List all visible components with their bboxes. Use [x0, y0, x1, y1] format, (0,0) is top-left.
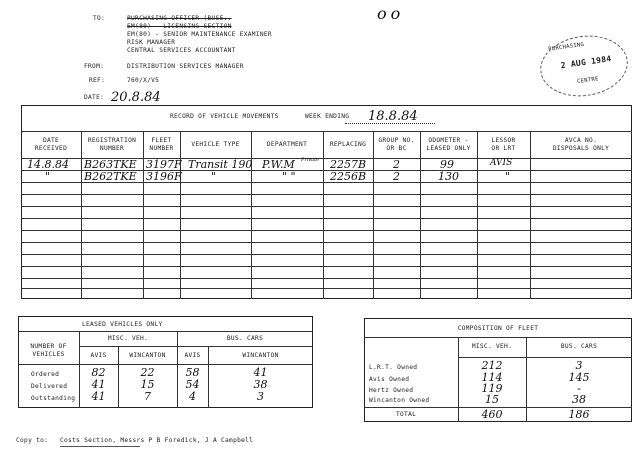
col-header-department: DEPARTMENT: [266, 141, 308, 148]
row-line: [21, 266, 632, 267]
leased-value: 41: [91, 390, 106, 403]
cell-date: ": [45, 170, 51, 183]
fleet-col-bus: BUS. CARS: [560, 343, 598, 350]
copy-to-value: Costs Section, Messrs P B Foredick, J A Campbell: [60, 437, 254, 444]
leased-value: 41: [91, 378, 106, 391]
leased-value: 41: [253, 366, 268, 379]
row-line: [21, 218, 632, 219]
col-header-registration: REGISTRATION NUMBER: [87, 137, 137, 153]
col-header-group: GROUP NO. OR BC: [378, 137, 415, 153]
leased-value: 54: [185, 378, 200, 391]
leased-sub-avis: AVIS: [90, 352, 107, 359]
from-label: FROM:: [84, 63, 105, 70]
week-ending-label: WEEK ENDING: [305, 113, 350, 120]
cell-department: " ": [282, 170, 296, 183]
movements-header-top-line: [21, 131, 632, 132]
fleet-title-line: [364, 337, 632, 338]
col-divider: [251, 131, 252, 299]
fleet-total-label: TOTAL: [396, 411, 417, 418]
fleet-total-bus: 186: [568, 408, 590, 421]
top-mark: oo: [377, 4, 405, 23]
row-line: [21, 278, 632, 279]
leased-value: 22: [140, 366, 155, 379]
leased-row-label: Outstanding: [31, 395, 76, 402]
col-header-odometer: ODOMETER - LEASED ONLY: [426, 137, 471, 153]
date-label: DATE:: [84, 94, 105, 101]
cell-replacing: 2257B: [330, 158, 367, 171]
col-header-lessor: LESSOR OR LRT: [491, 137, 516, 153]
fleet-header-line: [458, 357, 632, 358]
cell-group: 2: [393, 170, 400, 183]
col-divider: [373, 131, 374, 299]
stamp-date: 2 AUG 1984: [560, 54, 613, 71]
col-header-avca: AVCA NO. DISPOSALS ONLY: [552, 137, 610, 153]
cell-group: 2: [393, 158, 400, 171]
to-line-2: EM(80) - LICENSING SECTION: [127, 23, 232, 30]
movements-table: [21, 105, 632, 299]
leased-row-header: NUMBER OF VEHICLES: [30, 343, 67, 359]
col-divider: [420, 131, 421, 299]
fleet-misc-value: 15: [485, 393, 499, 406]
leased-title-line: [18, 331, 313, 332]
stamp-bottom-text: CENTRE: [576, 76, 600, 86]
row-line: [21, 254, 632, 255]
leased-header-line: [18, 364, 313, 365]
to-line-1: PURCHASING OFFICER (BUSE..: [127, 15, 232, 22]
stamp-top-text: PURCHASING: [547, 41, 585, 53]
fleet-bus-value: -: [577, 382, 581, 395]
leased-group-bus: BUS. CARS: [226, 335, 264, 342]
cell-date: 14.8.84: [27, 158, 69, 171]
leased-value: 38: [253, 378, 268, 391]
cell-odometer: 99: [440, 158, 454, 171]
leased-value: 15: [140, 378, 155, 391]
row-line: [21, 230, 632, 231]
cell-vehicle-type: Transit 190: [188, 158, 253, 171]
leased-group-misc: MISC. VEH.: [107, 335, 149, 342]
leased-group-line: [79, 346, 313, 347]
to-line-4: RISK MANAGER: [127, 39, 176, 46]
fleet-bus-value: 145: [568, 371, 590, 384]
fleet-col-misc: MISC. VEH.: [471, 343, 513, 350]
row-line: [21, 206, 632, 207]
leased-row-label: Ordered: [31, 371, 60, 378]
leased-value: 4: [189, 390, 196, 403]
fleet-misc-value: 212: [481, 359, 503, 372]
leased-sub-wincanton: WINCANTON: [242, 352, 279, 359]
to-line-5: CENTRAL SERVICES ACCOUNTANT: [127, 47, 236, 54]
leased-sub-wincanton: WINCANTON: [129, 352, 166, 359]
week-ending-value: 18.8.84: [368, 109, 418, 124]
cell-fleet: 3196F: [146, 170, 182, 183]
leased-value: 58: [185, 366, 200, 379]
date-value: 20.8.84: [111, 90, 161, 105]
col-header-fleet: FLEET NUMBER: [149, 137, 174, 153]
fleet-title: COMPOSITION OF FLEET: [457, 325, 539, 332]
cell-registration: B263TKE: [84, 158, 137, 171]
cell-fleet: 3197F: [146, 158, 182, 171]
col-divider: [81, 131, 82, 299]
col-divider: [143, 131, 144, 299]
col-divider: [530, 131, 531, 299]
to-line-3: EM(80) - SENIOR MAINTENANCE EXAMINER: [127, 31, 272, 38]
copy-to-underline: [60, 446, 140, 447]
fleet-total-misc: 460: [481, 408, 503, 421]
cell-vehicle-type: ": [211, 170, 217, 183]
leased-title: LEASED VEHICLES ONLY: [82, 321, 163, 328]
col-divider: [180, 131, 181, 299]
leased-value: 7: [144, 390, 151, 403]
row-line: [21, 242, 632, 243]
row-line: [21, 194, 632, 195]
department-note: Private: [301, 157, 320, 163]
cell-lessor: ": [505, 170, 511, 183]
fleet-bus-value: 3: [575, 359, 583, 372]
received-stamp: [536, 30, 631, 102]
cell-registration: B262TKE: [84, 170, 137, 183]
to-label: TO:: [93, 15, 106, 22]
fleet-bus-value: 38: [572, 393, 586, 406]
cell-department: P.W.M: [262, 158, 295, 171]
col-header-date: DATE RECEIVED: [34, 137, 68, 153]
leased-row-label: Delivered: [31, 383, 68, 390]
cell-lessor: AVIS: [490, 158, 513, 168]
fleet-row-label: L.R.T. Owned: [369, 364, 418, 371]
leased-value: 82: [91, 366, 106, 379]
col-divider: [477, 131, 478, 299]
copy-to-label: Copy to:: [16, 437, 49, 444]
week-ending-line: [345, 123, 435, 124]
row-line: [21, 288, 632, 289]
from-value: DISTRIBUTION SERVICES MANAGER: [127, 63, 244, 70]
col-header-replacing: REPLACING: [329, 141, 367, 148]
leased-sub-avis: AVIS: [184, 352, 201, 359]
fleet-row-label: Hertz Owned: [369, 387, 414, 394]
fleet-misc-value: 119: [481, 382, 503, 395]
ref-value: 760/X/V5: [127, 77, 160, 84]
col-divider: [323, 131, 324, 299]
ref-label: REF:: [89, 77, 106, 84]
fleet-misc-value: 114: [481, 371, 503, 384]
movements-title: RECORD OF VEHICLE MOVEMENTS: [170, 113, 279, 120]
fleet-row-label: Avis Owned: [369, 376, 410, 383]
fleet-row-label: Wincanton Owned: [369, 397, 430, 404]
cell-replacing: 2256B: [330, 170, 367, 183]
col-header-vehicle-type: VEHICLE TYPE: [191, 141, 240, 148]
cell-odometer: 130: [438, 170, 459, 183]
leased-value: 3: [257, 390, 264, 403]
